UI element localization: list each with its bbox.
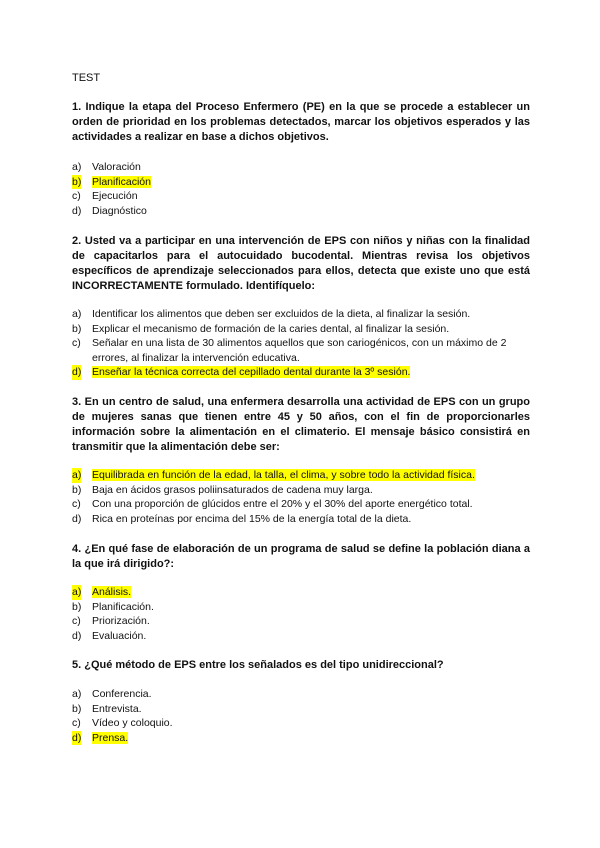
option-b: b) Planificación. — [72, 600, 154, 613]
option-b: b) Planificación — [72, 175, 151, 188]
question-4 — [72, 542, 530, 642]
option-c: c) Vídeo y coloquio. — [72, 717, 173, 729]
option-a: a) Valoración — [72, 161, 141, 173]
options-list — [72, 585, 530, 643]
question-text: 4. ¿En qué fase de elaboración de un programa de salud se define la población diana a la que irá dirigido?: — [72, 543, 530, 570]
question-text: 3. En un centro de salud, una enfermera desarrolla una actividad de EPS con un grupo de mujeres sanas que tienen entre 45 y 50 años, con el fin de proporcionarles información sobre la alimentación en el climaterio. El mensaje básico consistirá en transmitir que la alimentación debe ser: — [72, 396, 530, 453]
option-c: c) Ejecución — [72, 190, 138, 202]
option-d: d) Prensa. — [72, 731, 129, 744]
option-c: c) Con una proporción de glúcidos entre el 20% y el 30% del aporte energético total. — [72, 498, 473, 510]
page-title: TEST — [72, 72, 101, 84]
option-a: a) Análisis. — [72, 586, 132, 598]
option-d: d) Evaluación. — [72, 629, 147, 642]
option-d: d) Enseñar la técnica correcta del cepillado dental durante la 3º sesión. — [72, 366, 411, 378]
question-2 — [72, 234, 530, 378]
options-list — [72, 687, 530, 745]
option-c: c) Priorización. — [72, 615, 150, 627]
option-a: a) Identificar los alimentos que deben ser excluidos de la dieta, al finalizar la sesión. — [72, 308, 471, 320]
question-text: 5. ¿Qué método de EPS entre los señalados es del tipo unidireccional? — [72, 659, 444, 671]
options-list — [72, 160, 530, 218]
option-a: a) Equilibrada en función de la edad, la talla, el clima, y sobre todo la actividad física. — [72, 469, 475, 481]
option-d: d) Diagnóstico — [72, 204, 147, 217]
options-list — [72, 468, 530, 526]
question-text: 2. Usted va a participar en una intervención de EPS con niños y niñas con la finalidad de capacitarlos para el autocuidado bucodental. Mientras revisa los objetivos específicos de aprendizaje seleccionados para ellos, detecta que existe uno que está INCORRECTAMENTE formulado. Identifíquelo: — [72, 235, 530, 292]
options-list — [72, 307, 530, 380]
option-d: d) Rica en proteínas por encima del 15% de la energía total de la dieta. — [72, 512, 412, 525]
option-b: b) Explicar el mecanismo de formación de la caries dental, al finalizar la sesión. — [72, 322, 450, 335]
question-text: 1. Indique la etapa del Proceso Enfermero (PE) en la que se procede a establecer un orden de prioridad en los problemas detectados, marcar los objetivos esperados y las actividades a realizar en base a dichos objetivos. — [72, 101, 530, 143]
option-b: b) Baja en ácidos grasos poliinsaturados de cadena muy larga. — [72, 483, 373, 496]
question-5 — [72, 658, 530, 744]
question-1 — [72, 100, 530, 217]
option-a: a) Conferencia. — [72, 688, 152, 700]
option-b: b) Entrevista. — [72, 702, 142, 715]
question-3 — [72, 395, 530, 525]
option-c: c) Señalar en una lista de 30 alimentos aquellos que son cariogénicos, con un máximo de 2 errores, al finalizar la intervención educativa. — [72, 337, 507, 364]
